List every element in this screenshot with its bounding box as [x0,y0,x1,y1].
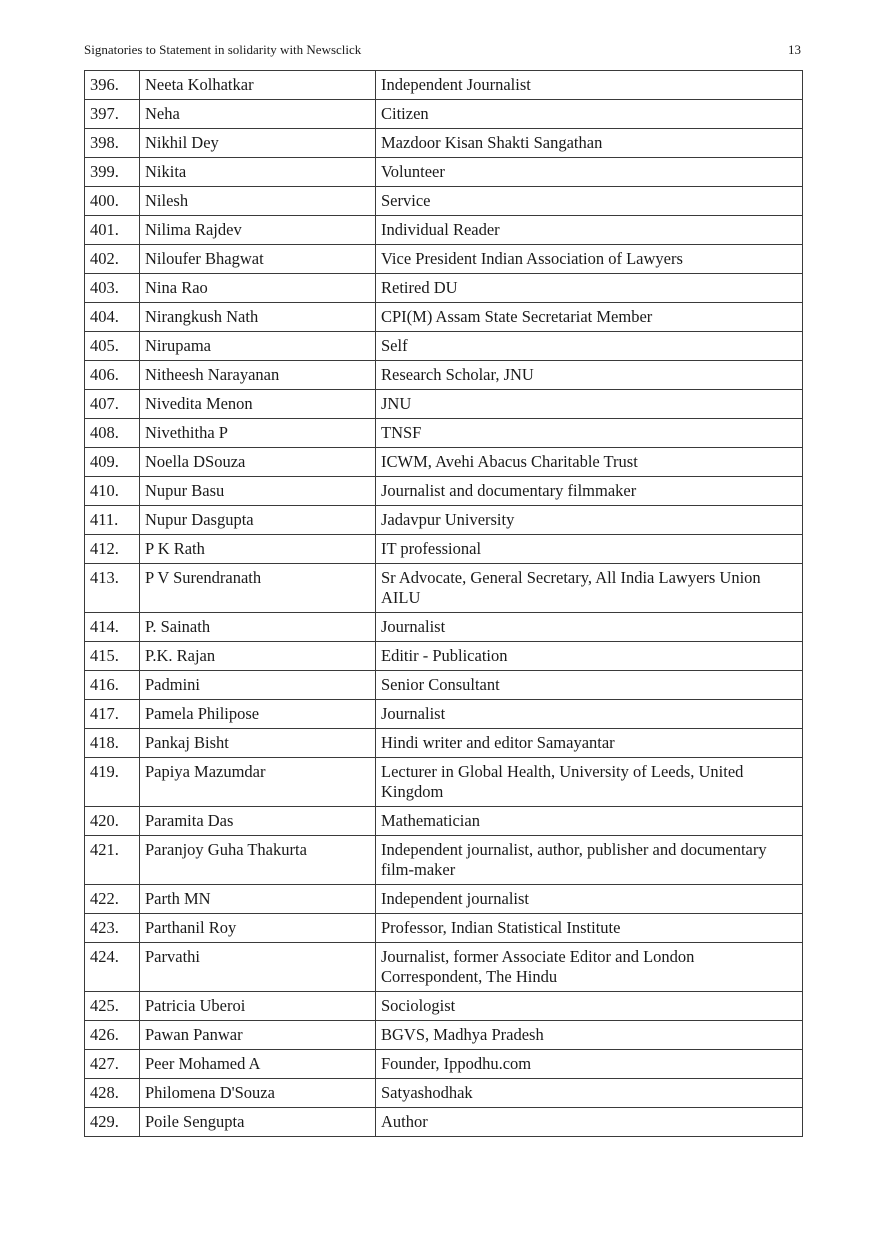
signatory-name: Padmini [140,671,376,700]
row-number: 409. [85,448,140,477]
row-number: 397. [85,100,140,129]
row-number: 410. [85,477,140,506]
row-number: 405. [85,332,140,361]
table-row [85,506,803,535]
signatory-name: Nitheesh Narayanan [140,361,376,390]
signatory-affiliation: Journalist [376,613,803,642]
signatory-name: Nivethitha P [140,419,376,448]
row-number: 417. [85,700,140,729]
row-number: 426. [85,1021,140,1050]
row-number: 396. [85,71,140,100]
table-row [85,535,803,564]
row-number: 402. [85,245,140,274]
signatory-affiliation: Journalist, former Associate Editor and London Correspondent, The Hindu [376,943,803,992]
row-number: 401. [85,216,140,245]
signatory-name: Neeta Kolhatkar [140,71,376,100]
signatory-affiliation: Senior Consultant [376,671,803,700]
signatory-name: Nikita [140,158,376,187]
signatory-affiliation: Editir - Publication [376,642,803,671]
row-number: 399. [85,158,140,187]
signatory-name: Neha [140,100,376,129]
signatory-affiliation: Vice President Indian Association of Lawyers [376,245,803,274]
table-row [85,992,803,1021]
signatory-name: Nupur Dasgupta [140,506,376,535]
signatory-affiliation: Individual Reader [376,216,803,245]
signatory-name: Patricia Uberoi [140,992,376,1021]
signatory-name: Nikhil Dey [140,129,376,158]
signatory-name: Poile Sengupta [140,1108,376,1137]
row-number: 416. [85,671,140,700]
row-number: 429. [85,1108,140,1137]
table-row [85,129,803,158]
row-number: 400. [85,187,140,216]
row-number: 422. [85,885,140,914]
signatory-name: Paramita Das [140,807,376,836]
signatory-name: Parthanil Roy [140,914,376,943]
signatory-name: Nilesh [140,187,376,216]
signatory-name: Pamela Philipose [140,700,376,729]
signatory-affiliation: Hindi writer and editor Samayantar [376,729,803,758]
table-row [85,885,803,914]
signatory-affiliation: Satyashodhak [376,1079,803,1108]
signatory-affiliation: Author [376,1108,803,1137]
signatory-affiliation: Research Scholar, JNU [376,361,803,390]
signatory-name: P. Sainath [140,613,376,642]
signatories-table [84,70,803,1137]
signatory-name: P K Rath [140,535,376,564]
signatory-name: P.K. Rajan [140,642,376,671]
signatory-affiliation: BGVS, Madhya Pradesh [376,1021,803,1050]
row-number: 428. [85,1079,140,1108]
signatory-name: Parvathi [140,943,376,992]
row-number: 421. [85,836,140,885]
row-number: 420. [85,807,140,836]
table-row [85,158,803,187]
table-row [85,448,803,477]
table-row [85,274,803,303]
signatory-name: Noella DSouza [140,448,376,477]
table-row [85,303,803,332]
page-number: 13 [788,42,801,57]
signatory-name: Papiya Mazumdar [140,758,376,807]
signatory-affiliation: JNU [376,390,803,419]
row-number: 404. [85,303,140,332]
table-row [85,245,803,274]
signatory-affiliation: Founder, Ippodhu.com [376,1050,803,1079]
table-row [85,1108,803,1137]
signatory-affiliation: Citizen [376,100,803,129]
signatory-affiliation: Independent Journalist [376,71,803,100]
table-row [85,642,803,671]
signatory-affiliation: Service [376,187,803,216]
row-number: 408. [85,419,140,448]
signatory-affiliation: Journalist [376,700,803,729]
signatory-name: Nupur Basu [140,477,376,506]
signatory-affiliation: Volunteer [376,158,803,187]
signatory-affiliation: Independent journalist, author, publisher and documentary film-maker [376,836,803,885]
signatory-name: Nilima Rajdev [140,216,376,245]
table-row [85,1050,803,1079]
row-number: 414. [85,613,140,642]
table-row [85,187,803,216]
signatory-name: Pankaj Bisht [140,729,376,758]
row-number: 407. [85,390,140,419]
signatory-name: Paranjoy Guha Thakurta [140,836,376,885]
signatory-affiliation: Sr Advocate, General Secretary, All India Lawyers Union AILU [376,564,803,613]
table-row [85,419,803,448]
table-row [85,807,803,836]
signatory-affiliation: Professor, Indian Statistical Institute [376,914,803,943]
signatory-name: Parth MN [140,885,376,914]
signatory-affiliation: Journalist and documentary filmmaker [376,477,803,506]
page-header [84,42,801,60]
table-row [85,914,803,943]
row-number: 415. [85,642,140,671]
table-row [85,332,803,361]
signatory-affiliation: Independent journalist [376,885,803,914]
document-title: Signatories to Statement in solidarity with Newsclick [84,42,362,57]
signatory-affiliation: CPI(M) Assam State Secretariat Member [376,303,803,332]
row-number: 418. [85,729,140,758]
signatories-table-body [85,71,803,1137]
row-number: 424. [85,943,140,992]
signatory-affiliation: TNSF [376,419,803,448]
row-number: 411. [85,506,140,535]
table-row [85,836,803,885]
table-row [85,671,803,700]
signatory-name: Nina Rao [140,274,376,303]
table-row [85,613,803,642]
signatory-name: Pawan Panwar [140,1021,376,1050]
table-row [85,564,803,613]
row-number: 419. [85,758,140,807]
row-number: 412. [85,535,140,564]
signatory-affiliation: Retired DU [376,274,803,303]
signatory-name: Nirupama [140,332,376,361]
table-row [85,477,803,506]
row-number: 406. [85,361,140,390]
table-row [85,729,803,758]
table-row [85,700,803,729]
signatory-affiliation: Jadavpur University [376,506,803,535]
signatory-affiliation: Sociologist [376,992,803,1021]
signatory-name: Niloufer Bhagwat [140,245,376,274]
signatory-name: Nivedita Menon [140,390,376,419]
signatory-affiliation: ICWM, Avehi Abacus Charitable Trust [376,448,803,477]
signatory-name: Nirangkush Nath [140,303,376,332]
row-number: 423. [85,914,140,943]
table-row [85,361,803,390]
row-number: 413. [85,564,140,613]
table-row [85,390,803,419]
signatory-affiliation: IT professional [376,535,803,564]
row-number: 425. [85,992,140,1021]
table-row [85,216,803,245]
row-number: 427. [85,1050,140,1079]
signatory-affiliation: Lecturer in Global Health, University of Leeds, United Kingdom [376,758,803,807]
table-row [85,1079,803,1108]
signatory-affiliation: Mathematician [376,807,803,836]
signatory-name: P V Surendranath [140,564,376,613]
signatory-affiliation: Mazdoor Kisan Shakti Sangathan [376,129,803,158]
table-row [85,758,803,807]
table-row [85,71,803,100]
table-row [85,100,803,129]
signatory-affiliation: Self [376,332,803,361]
table-row [85,943,803,992]
row-number: 403. [85,274,140,303]
table-row [85,1021,803,1050]
signatory-name: Philomena D'Souza [140,1079,376,1108]
signatory-name: Peer Mohamed A [140,1050,376,1079]
row-number: 398. [85,129,140,158]
